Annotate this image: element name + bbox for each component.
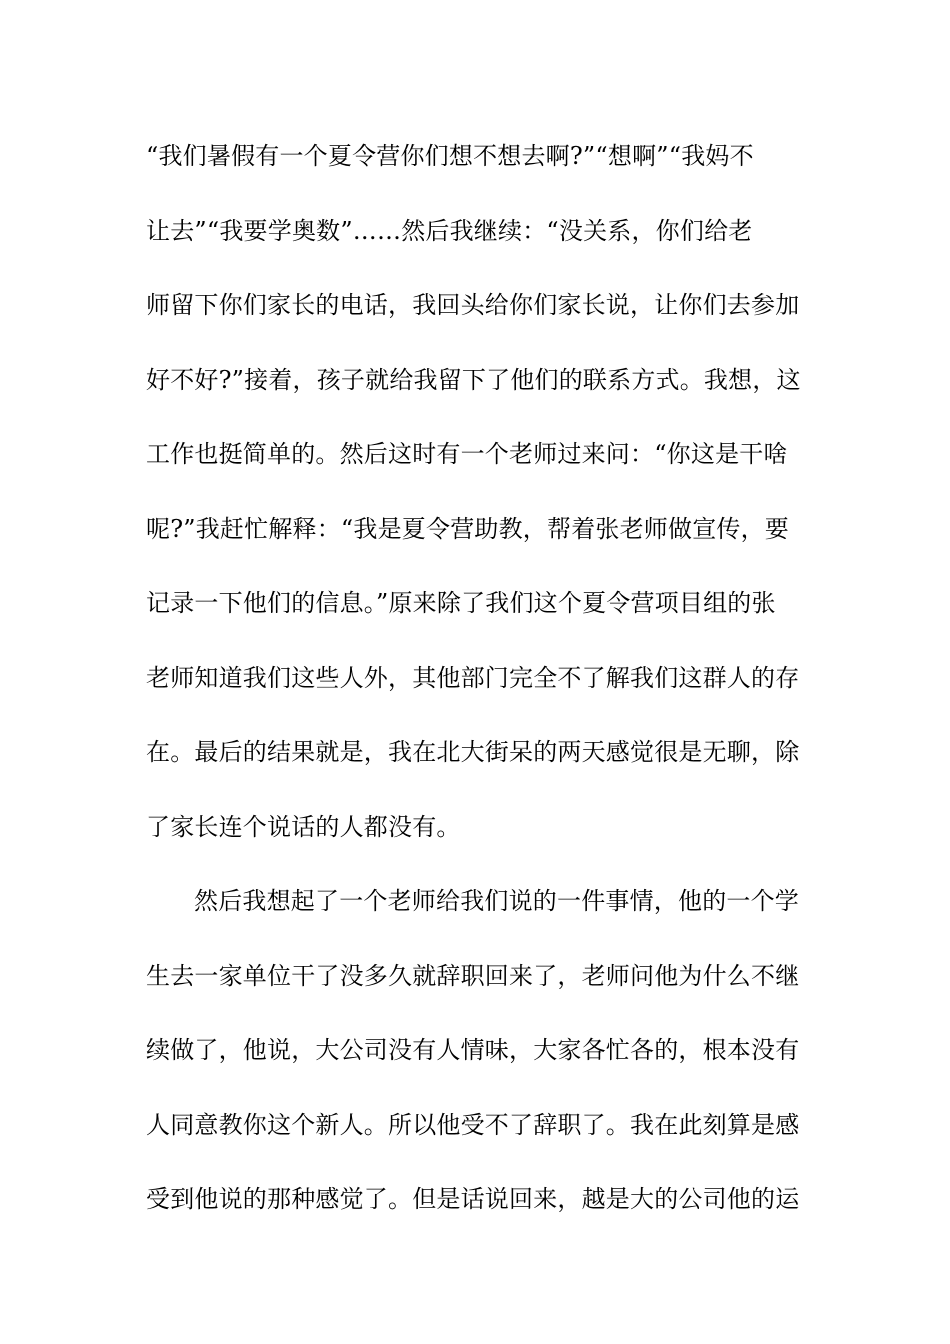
text-line: 然后我想起了一个老师给我们说的一件事情，他的一个学 <box>194 887 799 915</box>
paragraph-2 <box>146 877 811 1250</box>
text-line: 受到他说的那种感觉了。但是话说回来，越是大的公司他的运 <box>146 1185 800 1213</box>
text-line: 让去”“我要学奥数”……然后我继续：“没关系，你们给老 <box>146 216 753 245</box>
paragraph-1 <box>146 132 811 877</box>
text-line: 师留下你们家长的电话，我回头给你们家长说，让你们去参加 <box>146 291 800 319</box>
text-line: 生去一家单位干了没多久就辞职回来了，老师问他为什么不继 <box>146 961 800 990</box>
body-text <box>146 132 811 1250</box>
text-line: 记录一下他们的信息。”原来除了我们这个夏令营项目组的张 <box>146 589 776 617</box>
text-line: 人同意教你这个新人。所以他受不了辞职了。我在此刻算是感 <box>146 1110 800 1139</box>
text-line: 老师知道我们这些人外，其他部门完全不了解我们这群人的存 <box>146 663 800 692</box>
text-line: “我们暑假有一个夏令营你们想不想去啊?”“想啊”“我妈不 <box>146 142 754 170</box>
text-line: 工作也挺简单的。然后这时有一个老师过来问：“你这是干啥 <box>146 440 788 468</box>
text-line: 续做了，他说，大公司没有人情味，大家各忙各的，根本没有 <box>146 1036 800 1064</box>
text-line: 呢?”我赶忙解释：“我是夏令营助教，帮着张老师做宣传，要 <box>146 514 790 543</box>
text-line: 好不好?”接着，孩子就给我留下了他们的联系方式。我想，这 <box>146 365 801 394</box>
text-line: 在。最后的结果就是，我在北大街呆的两天感觉很是无聊，除 <box>146 738 800 766</box>
text-line: 了家长连个说话的人都没有。 <box>146 812 461 841</box>
